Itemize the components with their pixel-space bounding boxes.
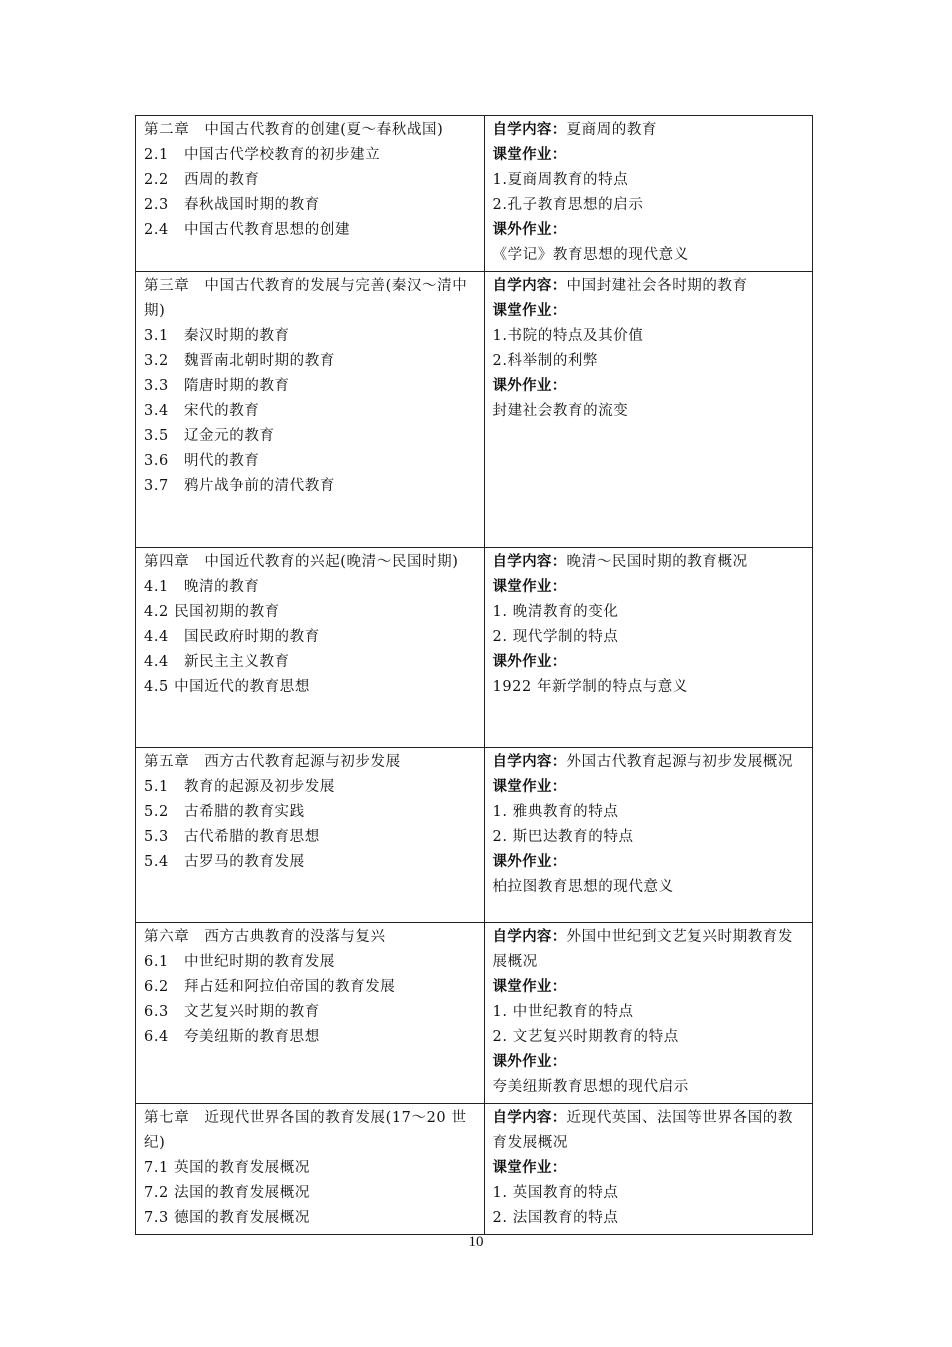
self-study-text: 晚清～民国时期的教育概况	[566, 554, 748, 570]
section-item: 7.3 德国的教育发展概况	[144, 1210, 310, 1226]
self-study-text: 外国古代教育起源与初步发展概况	[566, 754, 793, 770]
self-study-label: 自学内容：	[492, 929, 567, 945]
homework-text: 柏拉图教育思想的现代意义	[492, 879, 674, 895]
section-item: 7.1 英国的教育发展概况	[144, 1160, 310, 1176]
section-item: 2.4 中国古代教育思想的创建	[144, 222, 351, 238]
self-study-line	[493, 274, 805, 299]
chapter-cell	[136, 748, 485, 923]
chapter-title: 第三章 中国古代教育的发展与完善(秦汉～清中期)	[144, 278, 468, 319]
homework-label: 课外作业：	[492, 854, 567, 870]
section-item: 6.1 中世纪时期的教育发展	[144, 954, 335, 970]
classwork-item: 2. 文艺复兴时期教育的特点	[492, 1029, 679, 1045]
section-item: 3.2 魏晋南北朝时期的教育	[144, 353, 335, 369]
chapter-cell	[136, 923, 485, 1104]
chapter-title: 第四章 中国近代教育的兴起(晚清～民国时期)	[144, 554, 459, 570]
homework-label: 课外作业：	[492, 222, 567, 238]
section-item: 3.4 宋代的教育	[144, 403, 260, 419]
section-item: 6.2 拜占廷和阿拉伯帝国的教育发展	[144, 979, 396, 995]
section-item: 4.5 中国近代的教育思想	[144, 679, 310, 695]
syllabus-table	[135, 115, 813, 1235]
chapter-title: 第六章 西方古典教育的没落与复兴	[144, 929, 386, 945]
classwork-label: 课堂作业：	[492, 779, 567, 795]
classwork-item: 1. 雅典教育的特点	[492, 804, 619, 820]
homework-label: 课外作业：	[492, 378, 567, 394]
chapter-cell	[136, 116, 485, 272]
classwork-label: 课堂作业：	[492, 147, 567, 163]
table-row	[136, 116, 813, 272]
section-item: 3.1 秦汉时期的教育	[144, 328, 290, 344]
section-item: 7.2 法国的教育发展概况	[144, 1185, 310, 1201]
section-item: 3.7 鸦片战争前的清代教育	[144, 478, 335, 494]
classwork-item: 2. 法国教育的特点	[492, 1210, 619, 1226]
table-row	[136, 748, 813, 923]
section-item: 2.2 西周的教育	[144, 172, 260, 188]
classwork-item: 2.科举制的利弊	[492, 353, 599, 369]
self-study-line	[493, 118, 805, 143]
section-item: 3.3 隋唐时期的教育	[144, 378, 290, 394]
table-row	[136, 1104, 813, 1235]
self-study-line	[493, 1106, 805, 1156]
classwork-label: 课堂作业：	[492, 979, 567, 995]
self-study-text: 中国封建社会各时期的教育	[566, 278, 748, 294]
self-study-text: 近现代英国、法国等世界各国的教育发展概况	[492, 1110, 793, 1151]
section-item: 4.2 民国初期的教育	[144, 604, 280, 620]
section-item: 4.4 新民主主义教育	[144, 654, 290, 670]
table-row	[136, 923, 813, 1104]
assignment-cell	[484, 548, 813, 748]
self-study-line	[493, 925, 805, 975]
section-item: 5.2 古希腊的教育实践	[144, 804, 305, 820]
classwork-item: 2.孔子教育思想的启示	[492, 197, 644, 213]
assignment-cell	[484, 1104, 813, 1235]
homework-text: 《学记》教育思想的现代意义	[492, 247, 689, 263]
section-item: 4.1 晚清的教育	[144, 579, 260, 595]
classwork-item: 1.夏商周教育的特点	[492, 172, 629, 188]
section-item: 3.5 辽金元的教育	[144, 428, 275, 444]
classwork-label: 课堂作业：	[492, 579, 567, 595]
self-study-line	[493, 750, 805, 775]
table-row	[136, 272, 813, 548]
section-item: 5.3 古代希腊的教育思想	[144, 829, 320, 845]
self-study-line	[493, 550, 805, 575]
classwork-item: 2. 斯巴达教育的特点	[492, 829, 634, 845]
classwork-item: 2. 现代学制的特点	[492, 629, 619, 645]
section-item: 2.3 春秋战国时期的教育	[144, 197, 320, 213]
self-study-text: 夏商周的教育	[566, 122, 658, 138]
section-item: 6.4 夸美纽斯的教育思想	[144, 1029, 320, 1045]
section-item: 2.1 中国古代学校教育的初步建立	[144, 147, 381, 163]
section-item: 4.4 国民政府时期的教育	[144, 629, 320, 645]
page-number: 10	[468, 1234, 484, 1250]
classwork-item: 1. 英国教育的特点	[492, 1185, 619, 1201]
homework-text: 1922 年新学制的特点与意义	[492, 679, 689, 695]
homework-text: 夸美纽斯教育思想的现代启示	[492, 1079, 689, 1095]
assignment-cell	[484, 748, 813, 923]
section-item: 5.1 教育的起源及初步发展	[144, 779, 335, 795]
section-item: 3.6 明代的教育	[144, 453, 260, 469]
assignment-cell	[484, 116, 813, 272]
self-study-label: 自学内容：	[492, 554, 567, 570]
chapter-cell	[136, 548, 485, 748]
homework-text: 封建社会教育的流变	[492, 403, 629, 419]
self-study-label: 自学内容：	[492, 278, 567, 294]
classwork-label: 课堂作业：	[492, 303, 567, 319]
homework-label: 课外作业：	[492, 654, 567, 670]
chapter-title: 第二章 中国古代教育的创建(夏～春秋战国)	[144, 122, 444, 138]
section-item: 5.4 古罗马的教育发展	[144, 854, 305, 870]
assignment-cell	[484, 923, 813, 1104]
homework-label: 课外作业：	[492, 1054, 567, 1070]
table-row	[136, 548, 813, 748]
classwork-label: 课堂作业：	[492, 1160, 567, 1176]
assignment-cell	[484, 272, 813, 548]
chapter-title: 第五章 西方古代教育起源与初步发展	[144, 754, 401, 770]
chapter-title: 第七章 近现代世界各国的教育发展(17～20 世纪)	[144, 1110, 467, 1151]
self-study-label: 自学内容：	[492, 754, 567, 770]
classwork-item: 1.书院的特点及其价值	[492, 328, 644, 344]
classwork-item: 1. 晚清教育的变化	[492, 604, 619, 620]
self-study-label: 自学内容：	[492, 122, 567, 138]
chapter-cell	[136, 1104, 485, 1235]
section-item: 6.3 文艺复兴时期的教育	[144, 1004, 320, 1020]
self-study-label: 自学内容：	[492, 1110, 567, 1126]
chapter-cell	[136, 272, 485, 548]
classwork-item: 1. 中世纪教育的特点	[492, 1004, 634, 1020]
self-study-text: 外国中世纪到文艺复兴时期教育发展概况	[492, 929, 793, 970]
